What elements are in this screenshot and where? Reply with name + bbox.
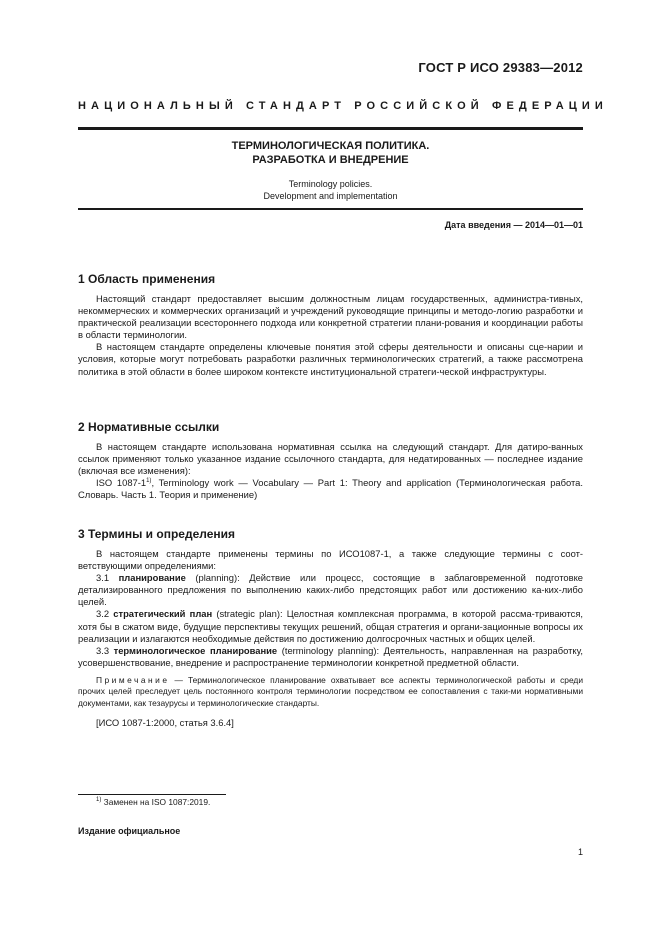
section-3-heading: 3 Термины и определения: [78, 527, 236, 541]
gost-number: ГОСТ Р ИСО 29383—2012: [418, 60, 583, 75]
english-title-line-2: Development and implementation: [263, 191, 398, 201]
term-name: терминологическое планирование: [113, 644, 278, 656]
normative-reference: [78, 477, 583, 501]
term-definition: (strategic plan): Целостная комплексная программа, в которой рассма-триваются, хотя бы в сжатом виде, будущие перспективы текущих решений, общая стратегия и органи-зационные вопросы их реализации и излагаются необходимые действия по достижению долгосрочных частных и общих целей.: [78, 608, 583, 644]
official-edition-label: Издание официальное: [78, 826, 181, 836]
section-scope: [78, 272, 583, 378]
section-3-paragraph-1: В настоящем стандарте применены термины по ИСО1087-1, а также следующие термины с соот-ветствующими определениями:: [78, 548, 583, 572]
section-2-paragraph-1: В настоящем стандарте использована нормативная ссылка на следующий стандарт. Для датиро-ванных ссылок применяют только указанное издание ссылочного стандарта, для недатированных — последнее издание (включая все изменения):: [78, 441, 583, 477]
english-title: [78, 178, 583, 202]
term-source: [ИСО 1087-1:2000, статья 3.6.4]: [96, 717, 234, 729]
section-normative-references: [78, 420, 583, 501]
term-name: планирование: [118, 572, 186, 584]
national-standard-banner: НАЦИОНАЛЬНЫЙ СТАНДАРТ РОССИЙСКОЙ ФЕДЕРАЦИИ: [78, 100, 608, 112]
reference-code: ISO 1087-1: [96, 477, 147, 489]
page-number: 1: [577, 847, 583, 857]
note-text: — Терминологическое планирование охватывает все аспекты терминологической работы и среди прочих целей преследует цель постоянного контроля терминологии посредством ее сопоставления с таки-ми нормативными документами, как тезаурусы и терминологические стандарты.: [78, 674, 583, 708]
section-terms-definitions: [78, 527, 583, 730]
term-definition: (planning): Действие или процесс, состоящие в заблаговременной подготовке детализированного предложения по выполнению каких-либо предстоящих работ или достижению ка-ких-либо целей.: [78, 572, 583, 608]
title-line-1: ТЕРМИНОЛОГИЧЕСКАЯ ПОЛИТИКА.: [231, 140, 430, 152]
title-bottom-rule: [78, 208, 583, 210]
reference-title: , Terminology work — Vocabulary — Part 1: Theory and application (Терминологическая работа. Словарь. Часть 1. Теория и применение): [78, 477, 584, 501]
term-strategic-plan: [78, 608, 583, 644]
section-1-paragraph-2: В настоящем стандарте определены ключевые понятия этой сферы деятельности и описаны сце-нарии и условия, которые могут потребовать разработки различных терминологических стратегий, а также рассмотрена политика в этой области в более широком контексте институциональной стратеги-ческой инфраструктуры.: [78, 341, 583, 377]
top-rule: [78, 127, 583, 130]
note: [78, 675, 583, 710]
term-number: 3.3: [96, 644, 110, 656]
introduction-date: Дата введения — 2014—01—01: [444, 220, 583, 230]
section-1-paragraph-1: Настоящий стандарт предоставляет высшим должностным лицам государственных, администра-тивных, некоммерческих и коммерческих организаций и учреждений руководящие принципы и методо-логию разработки и практической реализации всестороннего подхода или конкретной стратегии плани-рования и координации работы в области терминологии.: [78, 293, 583, 341]
note-label: Примечание: [96, 674, 170, 685]
english-title-line-1: Terminology policies.: [288, 179, 373, 189]
footnote-ref: 1): [146, 478, 152, 485]
footnote-separator: [78, 794, 226, 795]
term-number: 3.1: [96, 572, 110, 584]
term-definition: (terminology planning): Деятельность, направленная на разработку, усовершенствование, внедрение и распространение терминологии конкретной предметной области.: [78, 644, 583, 668]
footnote: [96, 797, 210, 807]
footnote-text: Заменен на ISO 1087:2019.: [101, 797, 211, 807]
section-1-heading: 1 Область применения: [78, 272, 216, 286]
term-terminology-planning: [78, 645, 583, 669]
term-name: стратегический план: [113, 608, 213, 620]
document-title: [78, 139, 583, 167]
term-planning: [78, 572, 583, 608]
section-2-heading: 2 Нормативные ссылки: [78, 420, 220, 434]
title-line-2: РАЗРАБОТКА И ВНЕДРЕНИЕ: [252, 154, 409, 166]
footnote-mark: 1): [96, 797, 102, 804]
term-number: 3.2: [96, 608, 110, 620]
